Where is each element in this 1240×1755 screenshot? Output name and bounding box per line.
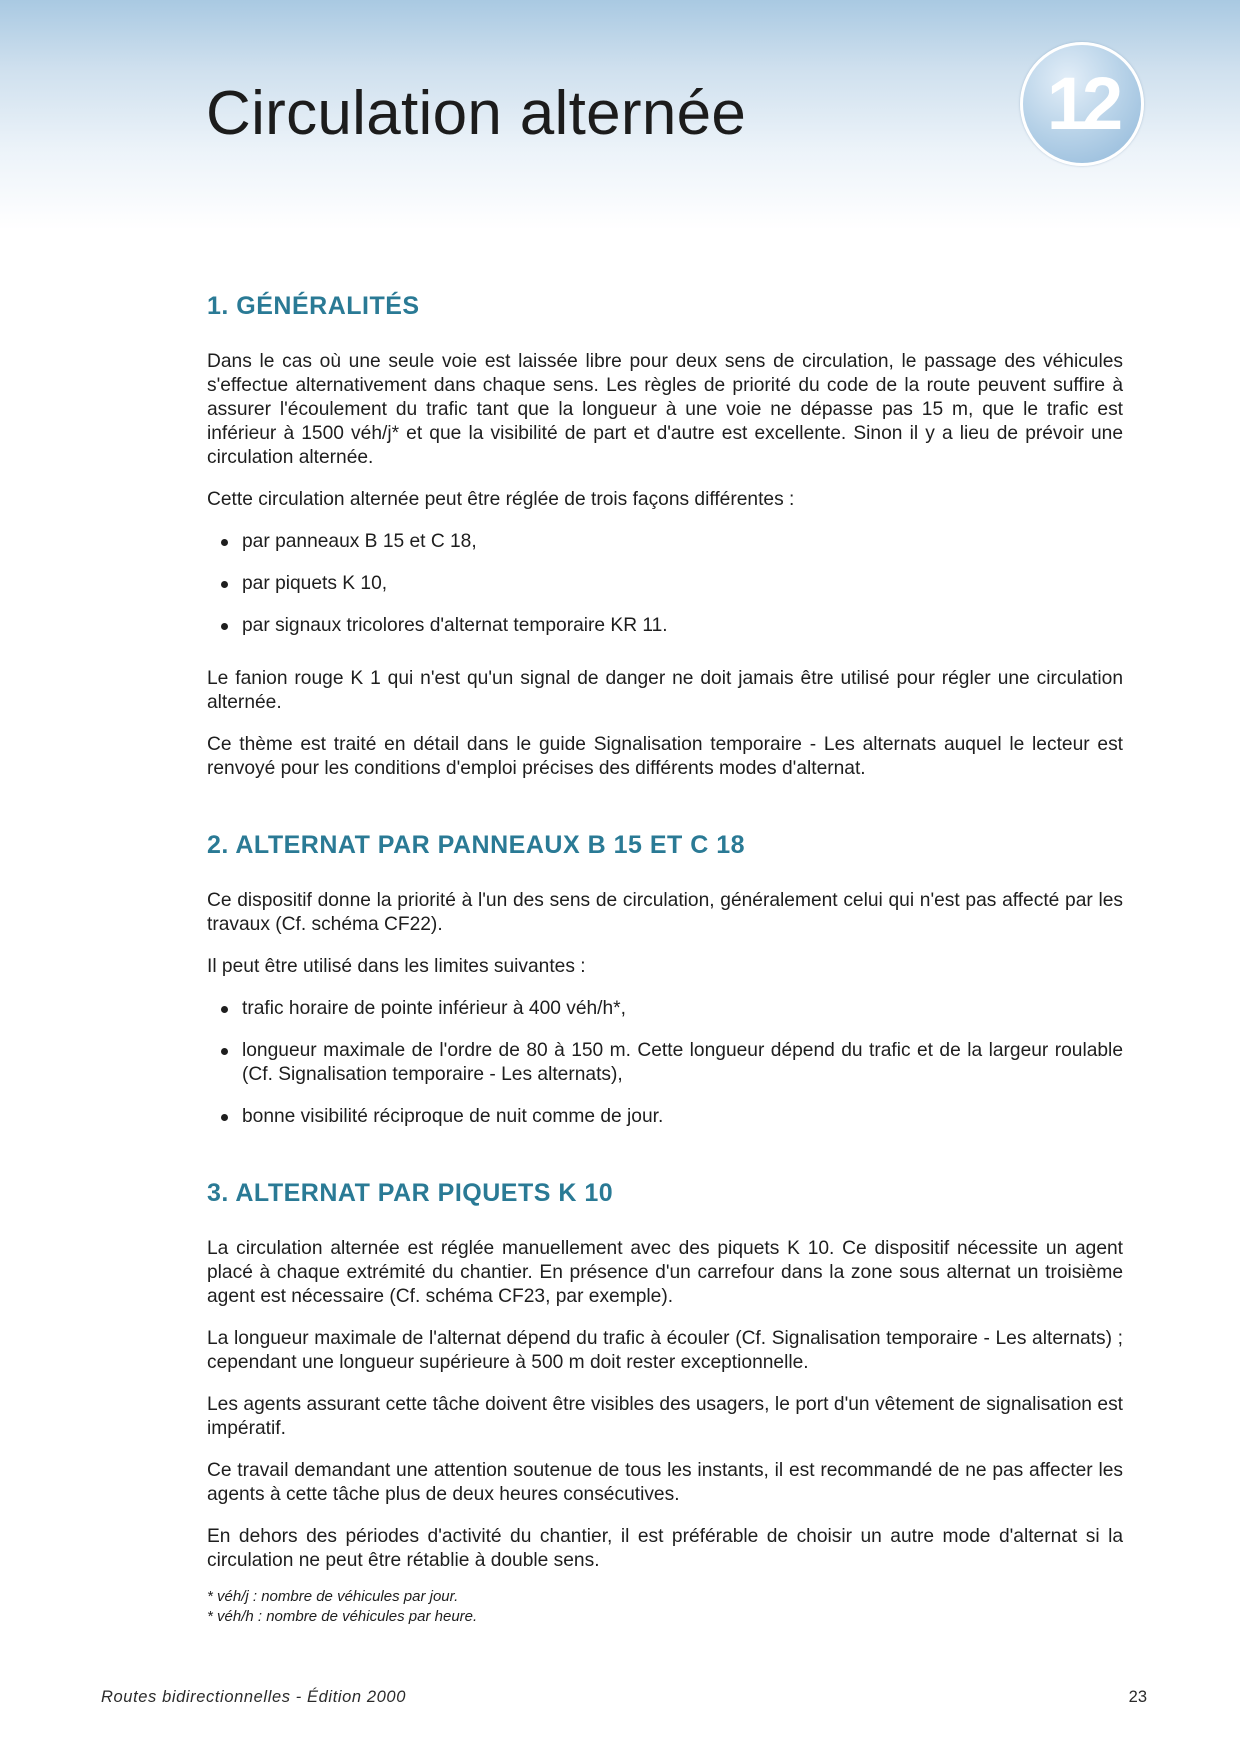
paragraph: Dans le cas où une seule voie est laissée libre pour deux sens de circulation, le passage des véhicules s'effectue alternativement dans chaque sens. Les règles de priorité du code de la route peuvent suffire à assurer l'écoulement du trafic tant que la longueur à une voie ne dépasse pas 15 m, que le trafic est inférieur à 1500 véh/j* et que la visibilité de part et d'autre est excellente. Sinon il y a lieu de prévoir une circulation alternée. xyxy=(207,351,1123,468)
paragraph: Le fanion rouge K 1 qui n'est qu'un signal de danger ne doit jamais être utilisé pour régler une circulation alternée. xyxy=(207,668,1123,713)
section-heading-generalites: 1. GÉNÉRALITÉS xyxy=(207,292,420,320)
paragraph: La longueur maximale de l'alternat dépend du trafic à écouler (Cf. Signalisation temporaire - Les alternats) ; cependant une longueur supérieure à 500 m doit rester exceptionnelle. xyxy=(207,1328,1123,1373)
footer-publication-title: Routes bidirectionnelles - Édition 2000 xyxy=(101,1688,406,1706)
main-content xyxy=(207,290,1123,1627)
paragraph: La circulation alternée est réglée manuellement avec des piquets K 10. Ce dispositif nécessite un agent placé à chaque extrémité du chantier. En présence d'un carrefour dans la zone sous alternat un troisième agent est nécessaire (Cf. schéma CF23, par exemple). xyxy=(207,1238,1123,1307)
paragraph: Ce dispositif donne la priorité à l'un des sens de circulation, généralement celui qui n'est pas affecté par les travaux (Cf. schéma CF22). xyxy=(207,890,1123,935)
footnote: * véh/j : nombre de véhicules par jour. xyxy=(207,1588,459,1605)
list-item: trafic horaire de pointe inférieur à 400 véh/h*, xyxy=(207,997,1123,1021)
chapter-number-badge: 12 xyxy=(1020,42,1144,166)
paragraph: En dehors des périodes d'activité du chantier, il est préférable de choisir un autre mode d'alternat si la circulation ne peut être rétablie à double sens. xyxy=(207,1526,1123,1571)
list-item: par panneaux B 15 et C 18, xyxy=(207,530,1123,554)
paragraph: Les agents assurant cette tâche doivent être visibles des usagers, le port d'un vêtement de signalisation est impératif. xyxy=(207,1394,1123,1439)
paragraph: Il peut être utilisé dans les limites suivantes : xyxy=(207,956,586,977)
page-title: Circulation alternée xyxy=(206,79,747,148)
paragraph: Ce thème est traité en détail dans le guide Signalisation temporaire - Les alternats auquel le lecteur est renvoyé pour les conditions d'emploi précises des différents modes d'alternat. xyxy=(207,734,1123,779)
bullet-list xyxy=(207,997,1123,1129)
list-item: par piquets K 10, xyxy=(207,572,1123,596)
section-heading-panneaux: 2. ALTERNAT PAR PANNEAUX B 15 ET C 18 xyxy=(207,831,746,859)
list-item: par signaux tricolores d'alternat temporaire KR 11. xyxy=(207,614,1123,638)
paragraph: Ce travail demandant une attention soutenue de tous les instants, il est recommandé de ne pas affecter les agents à cette tâche plus de deux heures consécutives. xyxy=(207,1460,1123,1505)
bullet-list xyxy=(207,530,1123,638)
list-item: bonne visibilité réciproque de nuit comme de jour. xyxy=(207,1105,1123,1129)
footnote: * véh/h : nombre de véhicules par heure. xyxy=(207,1608,478,1625)
page-number: 23 xyxy=(1128,1688,1147,1706)
section-heading-piquets: 3. ALTERNAT PAR PIQUETS K 10 xyxy=(207,1179,614,1207)
paragraph: Cette circulation alternée peut être réglée de trois façons différentes : xyxy=(207,489,795,510)
list-item: longueur maximale de l'ordre de 80 à 150 m. Cette longueur dépend du trafic et de la largeur roulable (Cf. Signalisation temporaire - Les alternats), xyxy=(207,1039,1123,1087)
